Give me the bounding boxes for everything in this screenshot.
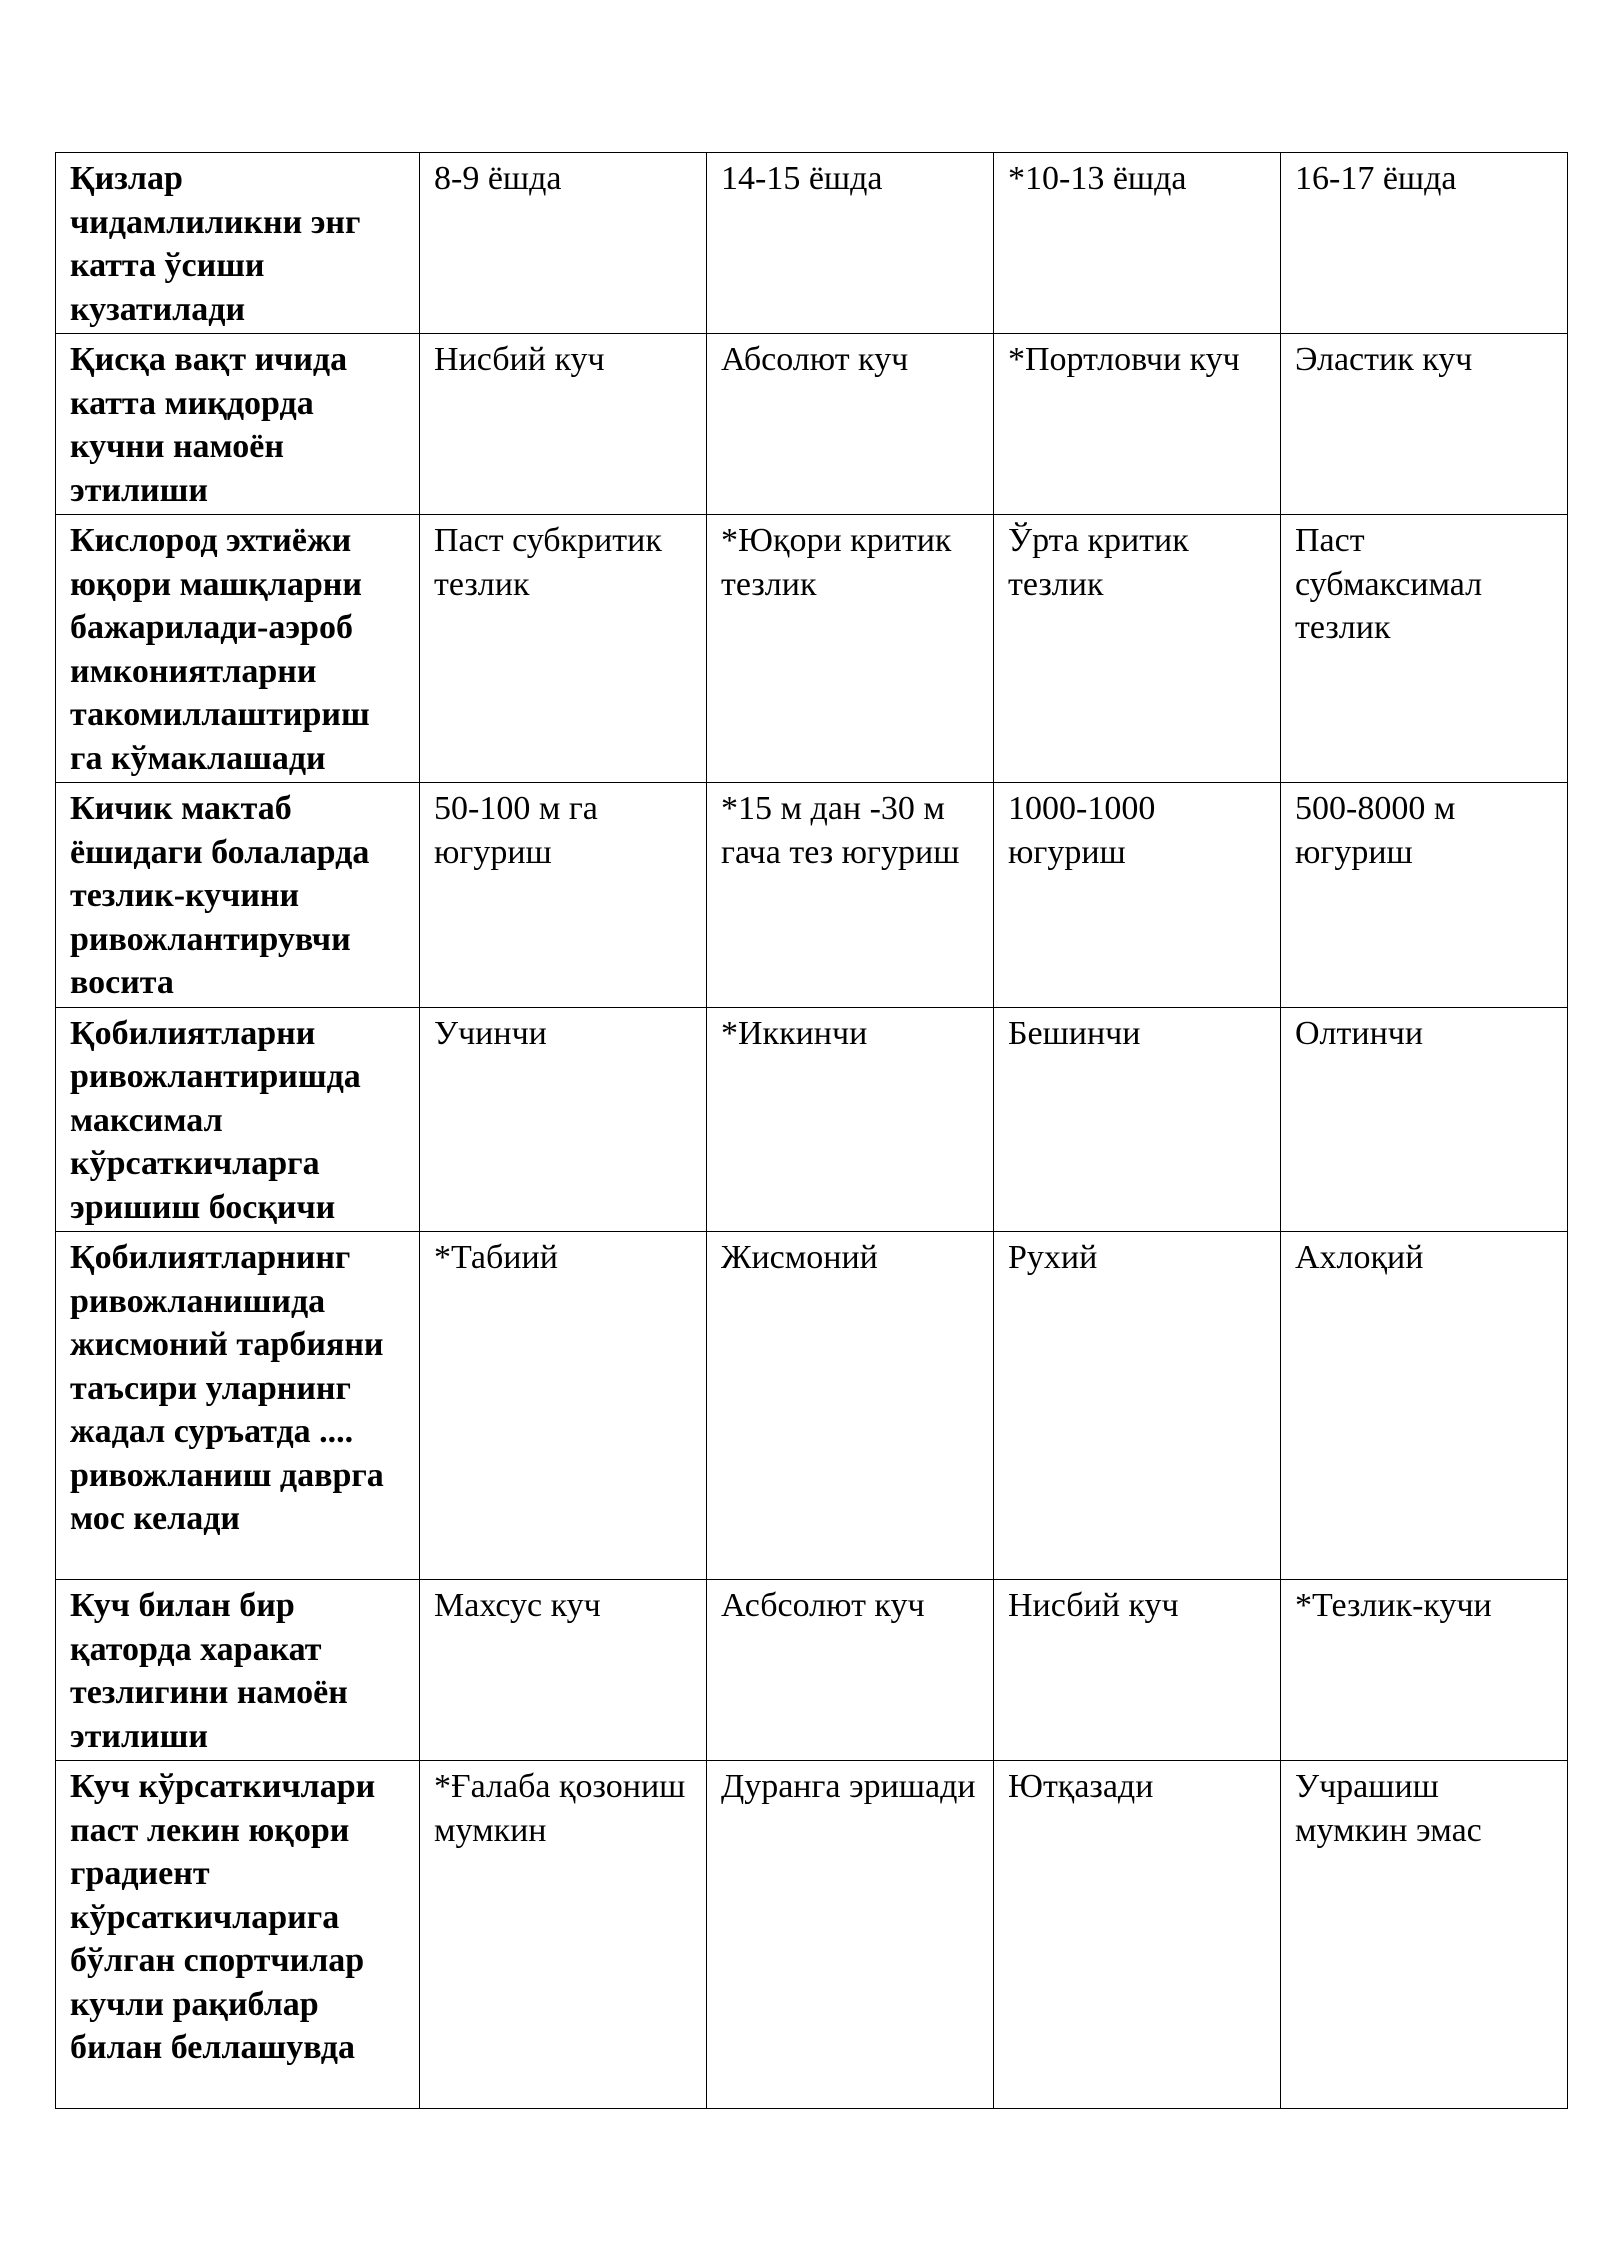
option-a-cell: *Табиий [420,1232,707,1580]
question-cell: Куч кўрсаткичлари паст лекин юқори градиент кўрсаткичларига бўлган спортчилар кучли рақиблар билан беллашувда [56,1761,420,2109]
option-c-cell: Бешинчи [994,1007,1281,1232]
quiz-table [55,152,1568,2109]
option-d-cell: Ахлоқий [1281,1232,1568,1580]
option-a-cell: Учинчи [420,1007,707,1232]
option-b-cell: 14-15 ёшда [707,153,994,334]
option-d-cell: 16-17 ёшда [1281,153,1568,334]
option-d-cell: *Тезлик-кучи [1281,1580,1568,1761]
table-row [56,1761,1568,2109]
question-cell: Кислород эхтиёжи юқори машқларни бажарилади-аэроб имкониятларни такомиллаштириш га кўмаклашади [56,515,420,783]
option-d-cell: Олтинчи [1281,1007,1568,1232]
table-row [56,1007,1568,1232]
question-cell: Кичик мактаб ёшидаги болаларда тезлик-кучини ривожлантирувчи восита [56,783,420,1008]
table-row [56,1580,1568,1761]
option-c-cell: *Портловчи куч [994,334,1281,515]
option-c-cell: Рухий [994,1232,1281,1580]
table-row [56,783,1568,1008]
option-c-cell: Ютқазади [994,1761,1281,2109]
option-a-cell: *Ғалаба қозониш мумкин [420,1761,707,2109]
option-c-cell: 1000-1000 югуриш [994,783,1281,1008]
option-b-cell: Дуранга эришади [707,1761,994,2109]
option-b-cell: Асбсолют куч [707,1580,994,1761]
table-row [56,515,1568,783]
option-b-cell: Жисмоний [707,1232,994,1580]
option-b-cell: *Иккинчи [707,1007,994,1232]
option-c-cell: Нисбий куч [994,1580,1281,1761]
option-b-cell: *Юқори критик тезлик [707,515,994,783]
question-cell: Қизлар чидамлиликни энг катта ўсиши кузатилади [56,153,420,334]
option-d-cell: Паст субмаксимал тезлик [1281,515,1568,783]
option-a-cell: Нисбий куч [420,334,707,515]
question-cell: Қисқа вақт ичида катта миқдорда кучни намоён этилиши [56,334,420,515]
option-a-cell: Махсус куч [420,1580,707,1761]
option-b-cell: Абсолют куч [707,334,994,515]
option-a-cell: Паст субкритик тезлик [420,515,707,783]
option-a-cell: 8-9 ёшда [420,153,707,334]
option-d-cell: Учрашиш мумкин эмас [1281,1761,1568,2109]
question-cell: Қобилиятларнинг ривожланишида жисмоний тарбияни таъсири уларнинг жадал суръатда .... ривожланиш даврга мос келади [56,1232,420,1580]
option-c-cell: Ўрта критик тезлик [994,515,1281,783]
table-row [56,153,1568,334]
option-d-cell: Эластик куч [1281,334,1568,515]
option-d-cell: 500-8000 м югуриш [1281,783,1568,1008]
option-b-cell: *15 м дан -30 м гача тез югуриш [707,783,994,1008]
option-a-cell: 50-100 м га югуриш [420,783,707,1008]
table-row [56,1232,1568,1580]
question-cell: Қобилиятларни ривожлантиришда максимал кўрсаткичларга эришиш босқичи [56,1007,420,1232]
table-row [56,334,1568,515]
option-c-cell: *10-13 ёшда [994,153,1281,334]
question-cell: Куч билан бир қаторда харакат тезлигини намоён этилиши [56,1580,420,1761]
